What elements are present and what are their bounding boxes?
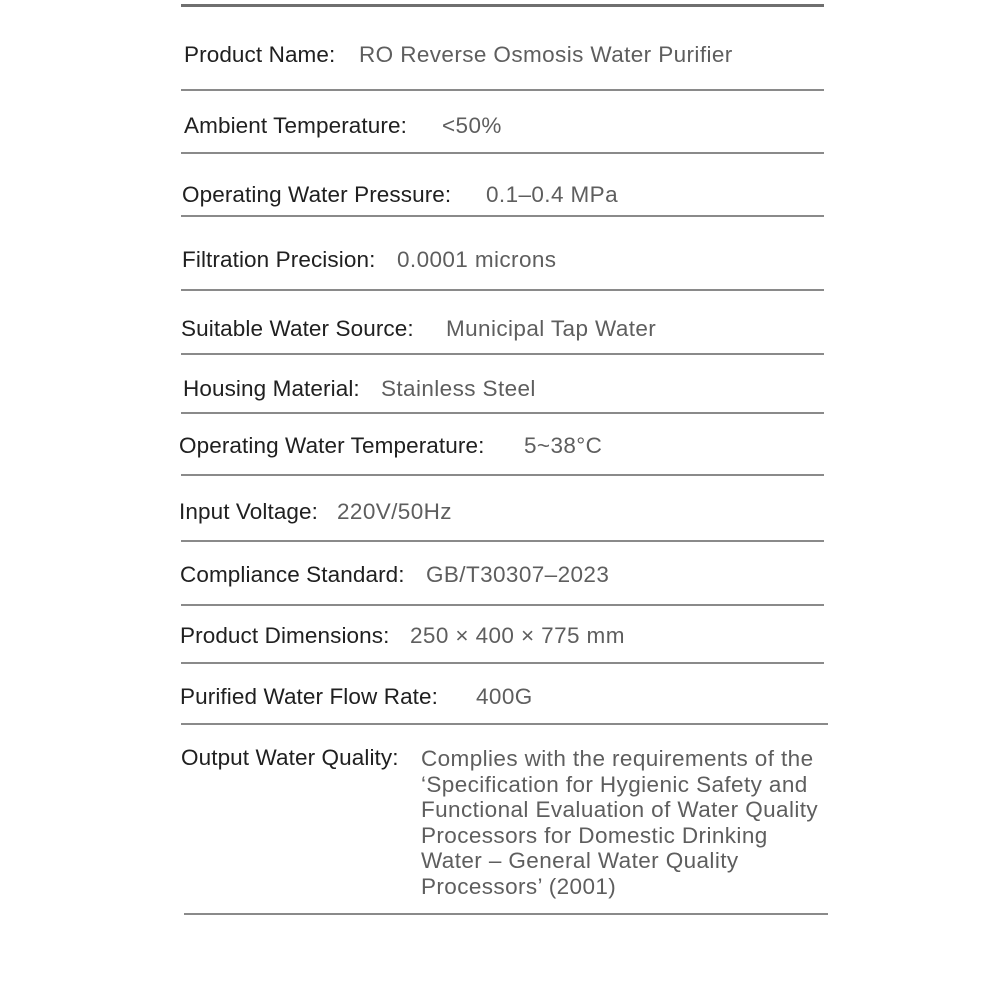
spec-label: Ambient Temperature: — [184, 113, 407, 138]
spec-row-housing-material — [183, 378, 536, 401]
spec-row-filtration-precision — [182, 249, 556, 272]
divider-top — [181, 4, 824, 7]
spec-row-suitable-water-source — [181, 318, 656, 341]
spec-label: Suitable Water Source: — [181, 316, 414, 341]
spec-value: Municipal Tap Water — [446, 316, 657, 341]
spec-value: 0.0001 microns — [397, 247, 557, 272]
spec-value: RO Reverse Osmosis Water Purifier — [359, 42, 733, 67]
spec-row-operating-water-pressure — [182, 184, 618, 207]
spec-value: <50% — [442, 113, 502, 138]
spec-label: Product Dimensions: — [180, 623, 390, 648]
spec-label: Compliance Standard: — [180, 562, 405, 587]
spec-row-input-voltage — [179, 501, 452, 524]
spec-label: Filtration Precision: — [182, 247, 376, 272]
spec-value: Stainless Steel — [381, 376, 536, 401]
spec-row-product-dimensions — [180, 625, 625, 648]
spec-row-purified-water-flow-rate — [180, 686, 533, 709]
divider — [181, 412, 824, 414]
divider — [181, 152, 824, 154]
spec-row-product-name — [184, 44, 733, 67]
divider — [181, 662, 824, 664]
divider — [181, 474, 824, 476]
spec-label: Product Name: — [184, 42, 336, 67]
spec-label: Housing Material: — [183, 376, 360, 401]
spec-label: Operating Water Temperature: — [179, 433, 485, 458]
spec-value: 220V/50Hz — [337, 499, 452, 524]
spec-label: Output Water Quality: — [181, 745, 399, 770]
divider-bottom — [184, 913, 828, 915]
spec-label: Purified Water Flow Rate: — [180, 684, 438, 709]
divider — [181, 289, 824, 291]
spec-value: GB/T30307–2023 — [426, 562, 610, 587]
spec-row-output-water-quality — [181, 747, 831, 899]
divider — [181, 89, 824, 91]
spec-row-compliance-standard — [180, 564, 609, 587]
spec-value: 5~38°C — [524, 433, 603, 458]
spec-row-ambient-temperature — [184, 115, 502, 138]
divider — [181, 604, 824, 606]
divider — [181, 353, 824, 355]
spec-value: 250 × 400 × 775 mm — [410, 623, 625, 648]
spec-value: Complies with the requirements of the ‘Specification for Hygienic Safety and Functional Evaluation of Water Quality Processors for Domestic Drinking Water – General Water Quality Processors’ (2001) — [421, 746, 819, 899]
spec-label: Operating Water Pressure: — [182, 182, 452, 207]
spec-value: 0.1–0.4 MPa — [486, 182, 618, 207]
spec-label: Input Voltage: — [179, 499, 319, 524]
divider — [181, 723, 828, 725]
spec-value: 400G — [476, 684, 533, 709]
spec-row-operating-water-temperature — [179, 435, 602, 458]
divider — [181, 540, 824, 542]
divider — [181, 215, 824, 217]
